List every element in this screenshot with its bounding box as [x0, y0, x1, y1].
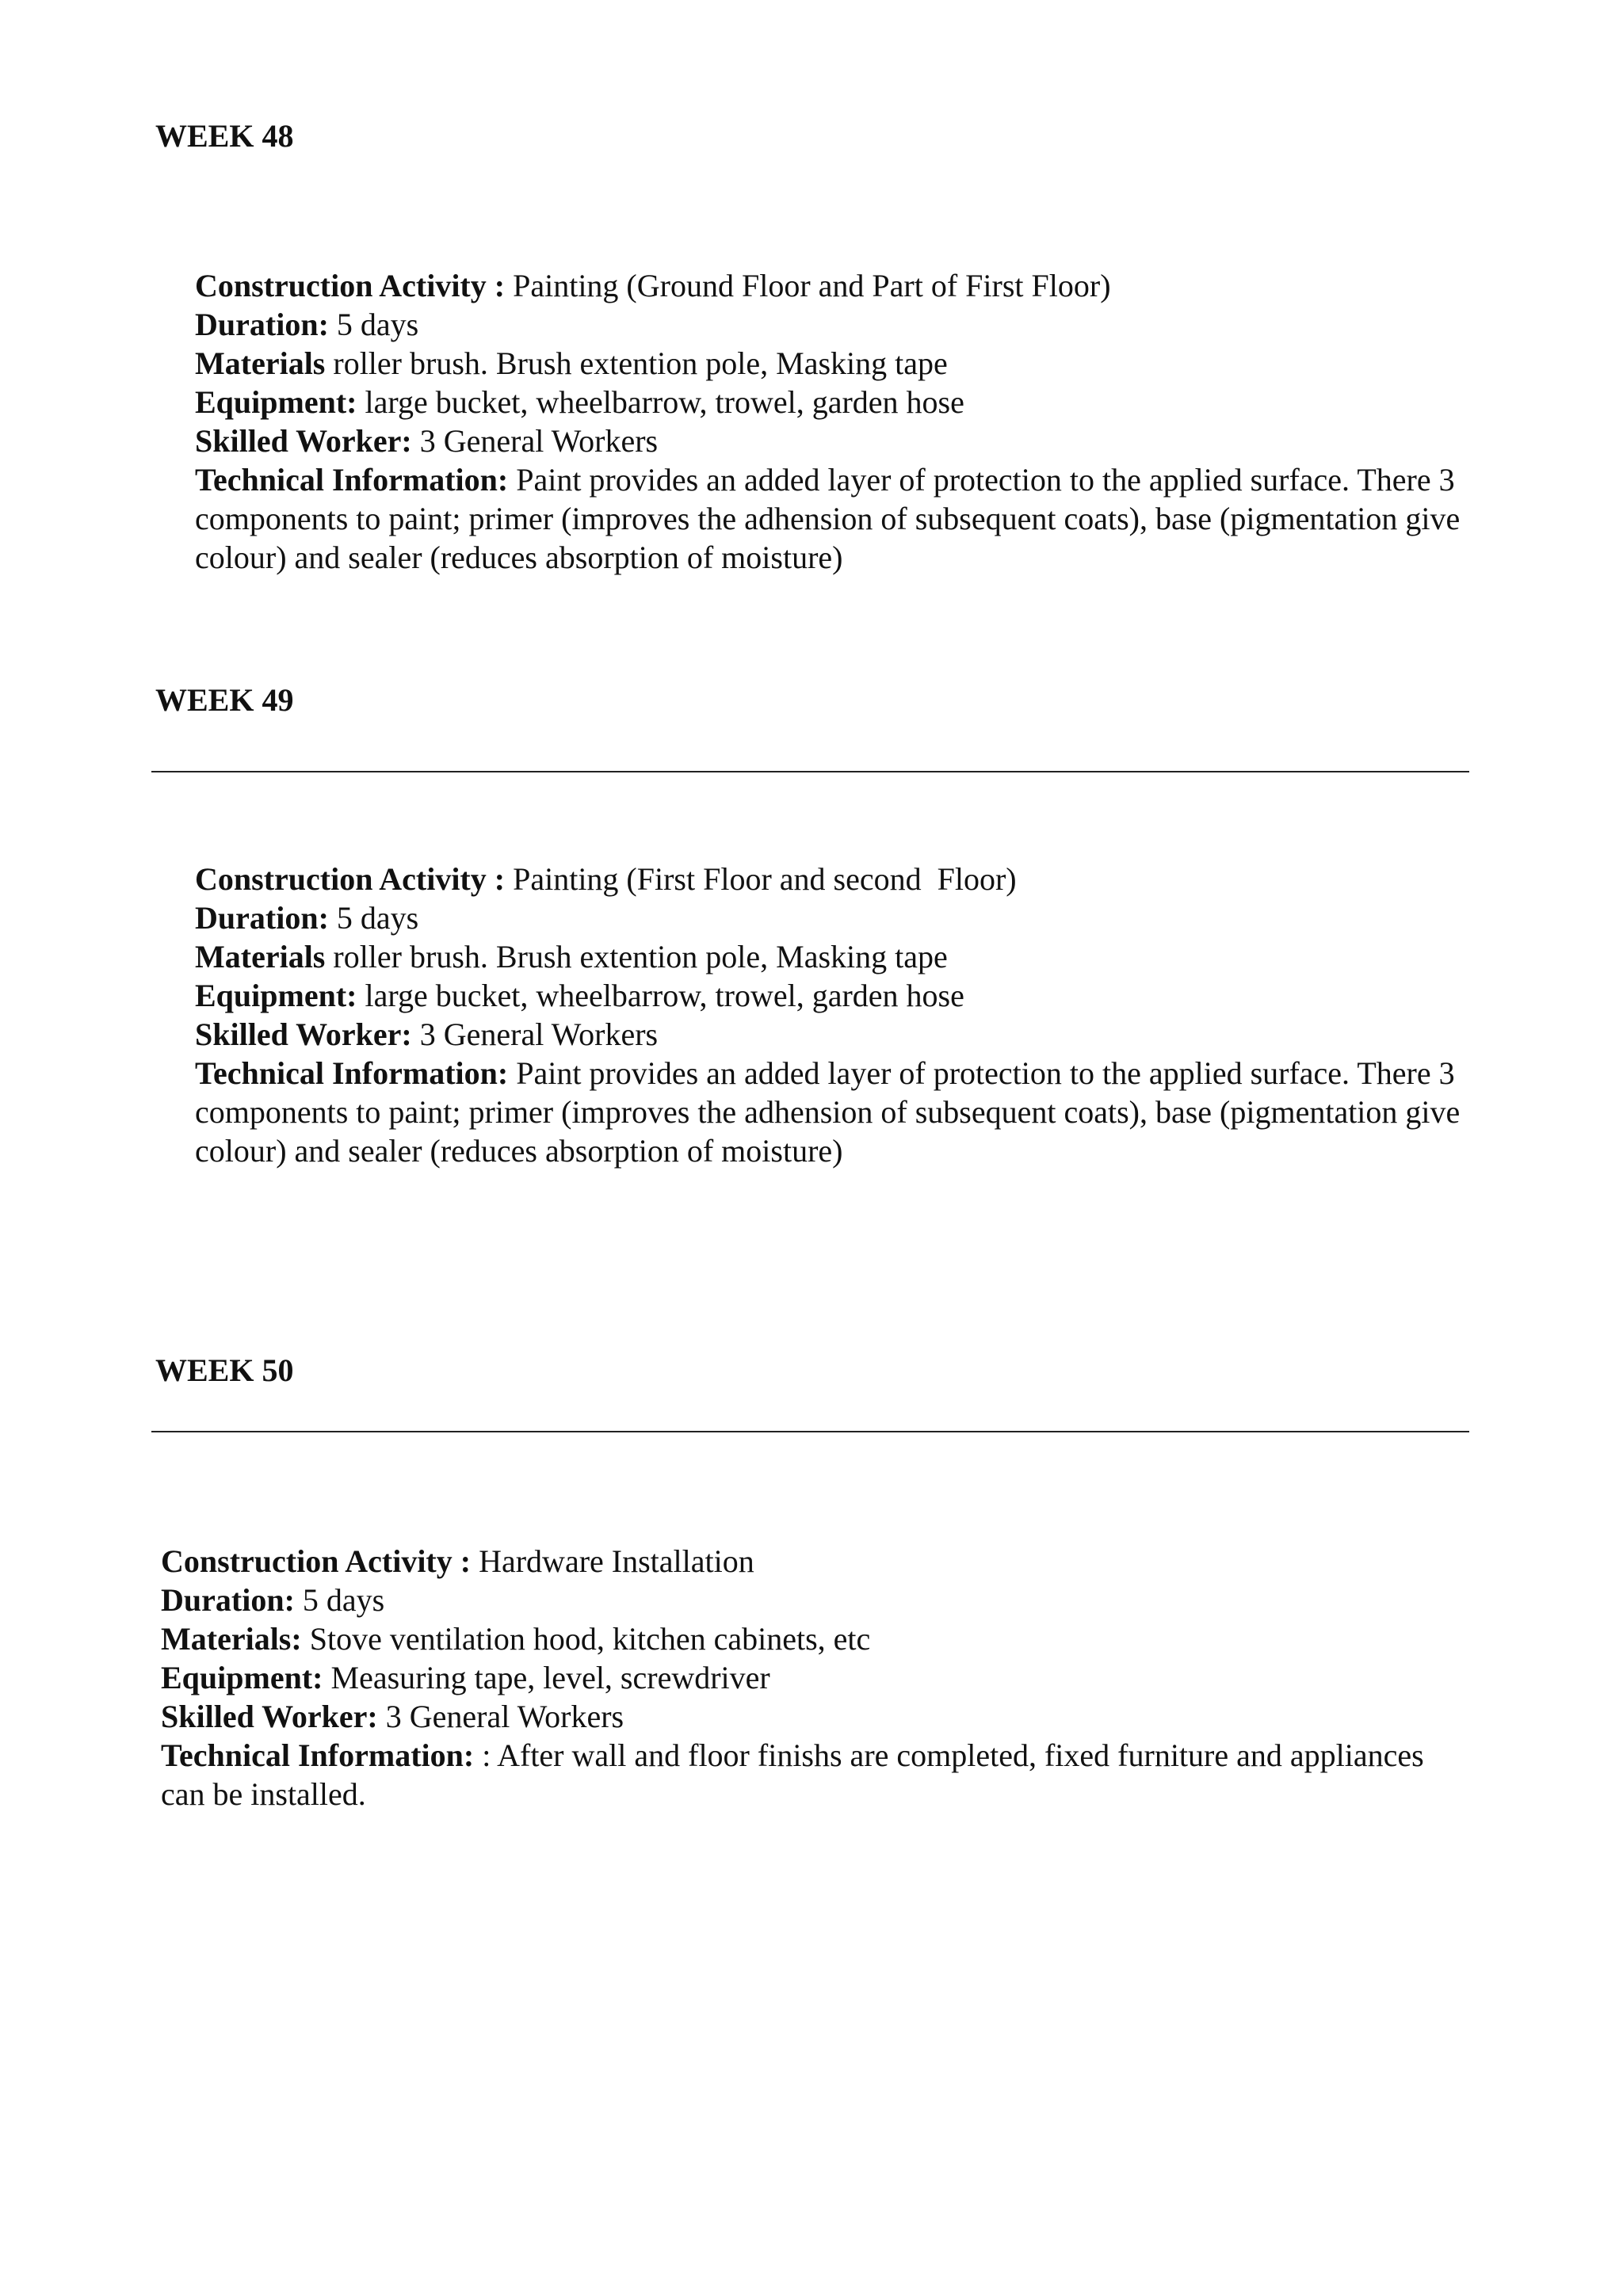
equipment-value: large bucket, wheelbarrow, trowel, garden hose: [365, 978, 964, 1013]
worker-row: [161, 1697, 1468, 1736]
duration-value: 5 days: [302, 1582, 385, 1618]
duration-label: Duration:: [195, 307, 329, 342]
materials-row: [161, 1619, 1468, 1658]
worker-value: 3 General Workers: [419, 1016, 659, 1052]
materials-row: [195, 344, 1503, 383]
equipment-row: [161, 1658, 1468, 1697]
activity-label: Construction Activity: [195, 268, 487, 303]
equipment-value: large bucket, wheelbarrow, trowel, garden hose: [365, 384, 964, 420]
worker-label: Skilled Worker:: [195, 1016, 412, 1052]
worker-value: 3 General Workers: [385, 1699, 624, 1734]
technical-info-label: Technical Information:: [161, 1737, 475, 1773]
materials-label: Materials: [195, 939, 326, 974]
duration-row: [161, 1581, 1468, 1619]
activity-row: [161, 1542, 1468, 1581]
duration-row: [195, 305, 1503, 344]
equipment-row: [195, 383, 1503, 421]
duration-row: [195, 898, 1503, 937]
duration-label: Duration:: [195, 900, 329, 936]
worker-label: Skilled Worker:: [161, 1699, 378, 1734]
materials-label: Materials:: [161, 1621, 302, 1657]
week-48-details: [195, 266, 1503, 577]
materials-label: Materials: [195, 345, 326, 381]
activity-row: [195, 266, 1503, 305]
technical-info-label: Technical Information:: [195, 1055, 509, 1091]
technical-info-value: Paint provides an added layer of protection to the applied surface. There 3 components to paint; primer (improves the adhension of subsequent coats), base (pigmentation give colour) and sealer (reduces absorption of moisture): [195, 1055, 1461, 1169]
duration-value: 5 days: [336, 307, 419, 342]
technical-info-row: [195, 1054, 1503, 1170]
section-divider: [151, 1431, 1469, 1432]
activity-label: Construction Activity: [195, 861, 487, 897]
week-49-heading: WEEK 49: [155, 682, 294, 718]
activity-value: Painting (Ground Floor and Part of First Floor): [513, 268, 1111, 303]
activity-separator: :: [452, 1543, 479, 1579]
technical-info-value: Paint provides an added layer of protection to the applied surface. There 3 components to paint; primer (improves the adhension of subsequent coats), base (pigmentation give colour) and sealer (reduces absorption of moisture): [195, 462, 1461, 575]
activity-row: [195, 860, 1503, 898]
technical-info-row: [161, 1736, 1468, 1814]
section-divider: [151, 771, 1469, 772]
worker-value: 3 General Workers: [419, 423, 659, 459]
worker-row: [195, 1015, 1503, 1054]
technical-info-label: Technical Information:: [195, 462, 509, 498]
materials-value: roller brush. Brush extention pole, Masking tape: [333, 345, 948, 381]
equipment-label: Equipment:: [195, 978, 357, 1013]
activity-label: Construction Activity: [161, 1543, 453, 1579]
activity-value: Painting (First Floor and second Floor): [513, 861, 1017, 897]
week-50-details: [161, 1542, 1468, 1814]
week-50-heading: WEEK 50: [155, 1352, 294, 1388]
equipment-label: Equipment:: [161, 1660, 323, 1695]
equipment-row: [195, 976, 1503, 1015]
equipment-value: Measuring tape, level, screwdriver: [330, 1660, 770, 1695]
worker-row: [195, 421, 1503, 460]
activity-value: Hardware Installation: [479, 1543, 754, 1579]
duration-label: Duration:: [161, 1582, 295, 1618]
equipment-label: Equipment:: [195, 384, 357, 420]
technical-info-row: [195, 460, 1503, 577]
materials-row: [195, 937, 1503, 976]
materials-value: roller brush. Brush extention pole, Masking tape: [333, 939, 948, 974]
duration-value: 5 days: [336, 900, 419, 936]
worker-label: Skilled Worker:: [195, 423, 412, 459]
week-49-details: [195, 860, 1503, 1170]
activity-separator: :: [486, 861, 514, 897]
activity-separator: :: [486, 268, 514, 303]
materials-value: Stove ventilation hood, kitchen cabinets, etc: [309, 1621, 871, 1657]
week-48-heading: WEEK 48: [155, 118, 294, 154]
technical-info-value: : After wall and floor finishs are completed, fixed furniture and appliances can be installed.: [161, 1737, 1424, 1812]
